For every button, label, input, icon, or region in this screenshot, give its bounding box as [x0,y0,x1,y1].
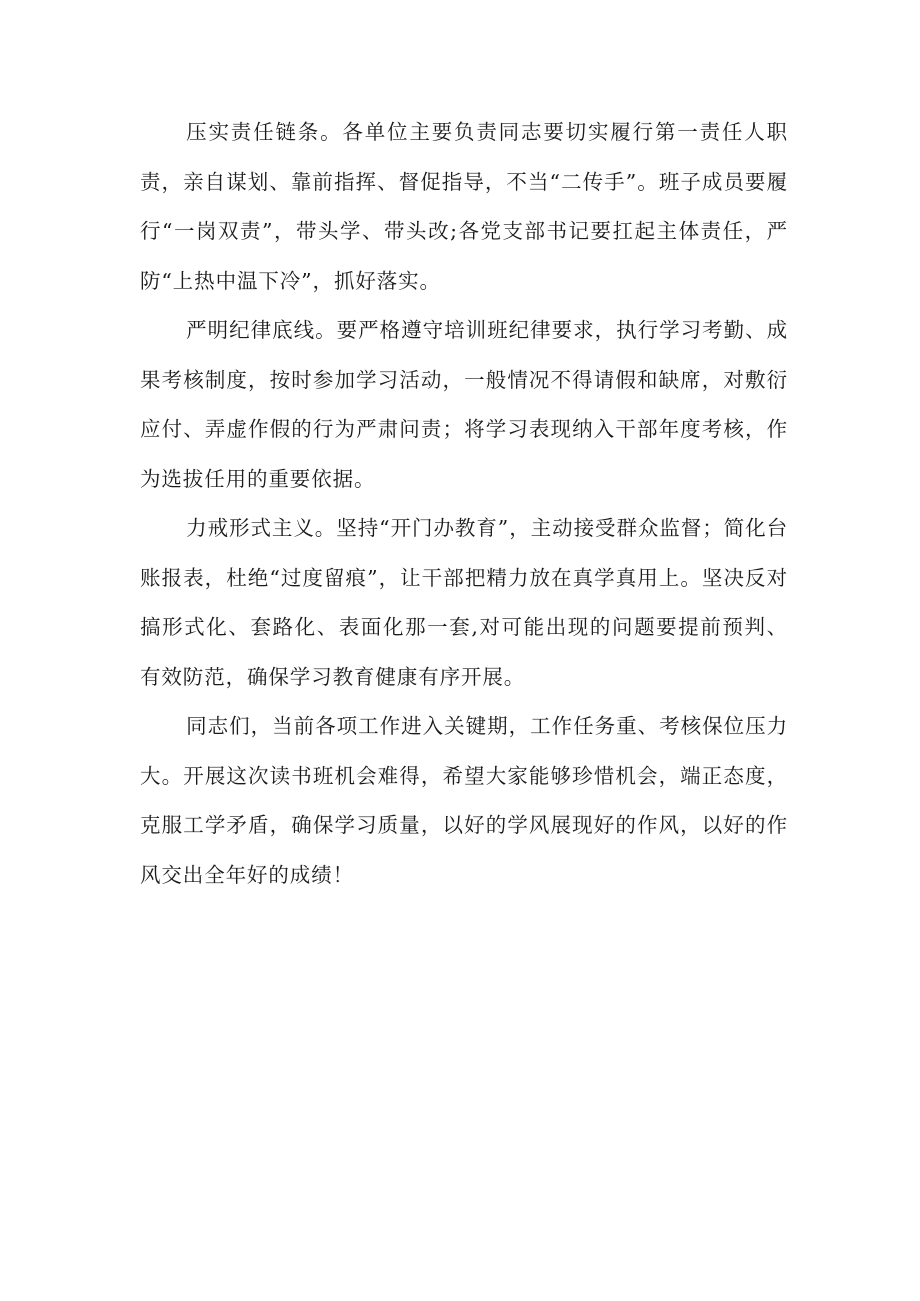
paragraph-formalism: 力戒形式主义。坚持“开门办教育”，主动接受群众监督；简化台账报表，杜绝“过度留痕”，让干部把精力放在真学真用上。坚决反对搞形式化、套路化、表面化那一套,对可能出现的问题要提前预判、有效防范，确保学习教育健康有序开展。 [140,516,788,689]
paragraph-discipline: 严明纪律底线。要严格遵守培训班纪律要求，执行学习考勤、成果考核制度，按时参加学习活动，一般情况不得请假和缺席，对敷衍应付、弄虚作假的行为严肃问责；将学习表现纳入干部年度考核，作为选拔任用的重要依据。 [140,318,788,491]
document-body [140,108,788,900]
paragraph-responsibility: 压实责任链条。各单位主要负责同志要切实履行第一责任人职责，亲自谋划、靠前指挥、督促指导，不当“二传手”。班子成员要履行“一岗双责”，带头学、带头改;各党支部书记要扛起主体责任，严防“上热中温下冷”，抓好落实。 [140,120,788,293]
paragraph-closing: 同志们，当前各项工作进入关键期，工作任务重、考核保位压力大。开展这次读书班机会难得，希望大家能够珍惜机会，端正态度，克服工学矛盾，确保学习质量，以好的学风展现好的作风，以好的作风交出全年好的成绩！ [140,714,788,887]
